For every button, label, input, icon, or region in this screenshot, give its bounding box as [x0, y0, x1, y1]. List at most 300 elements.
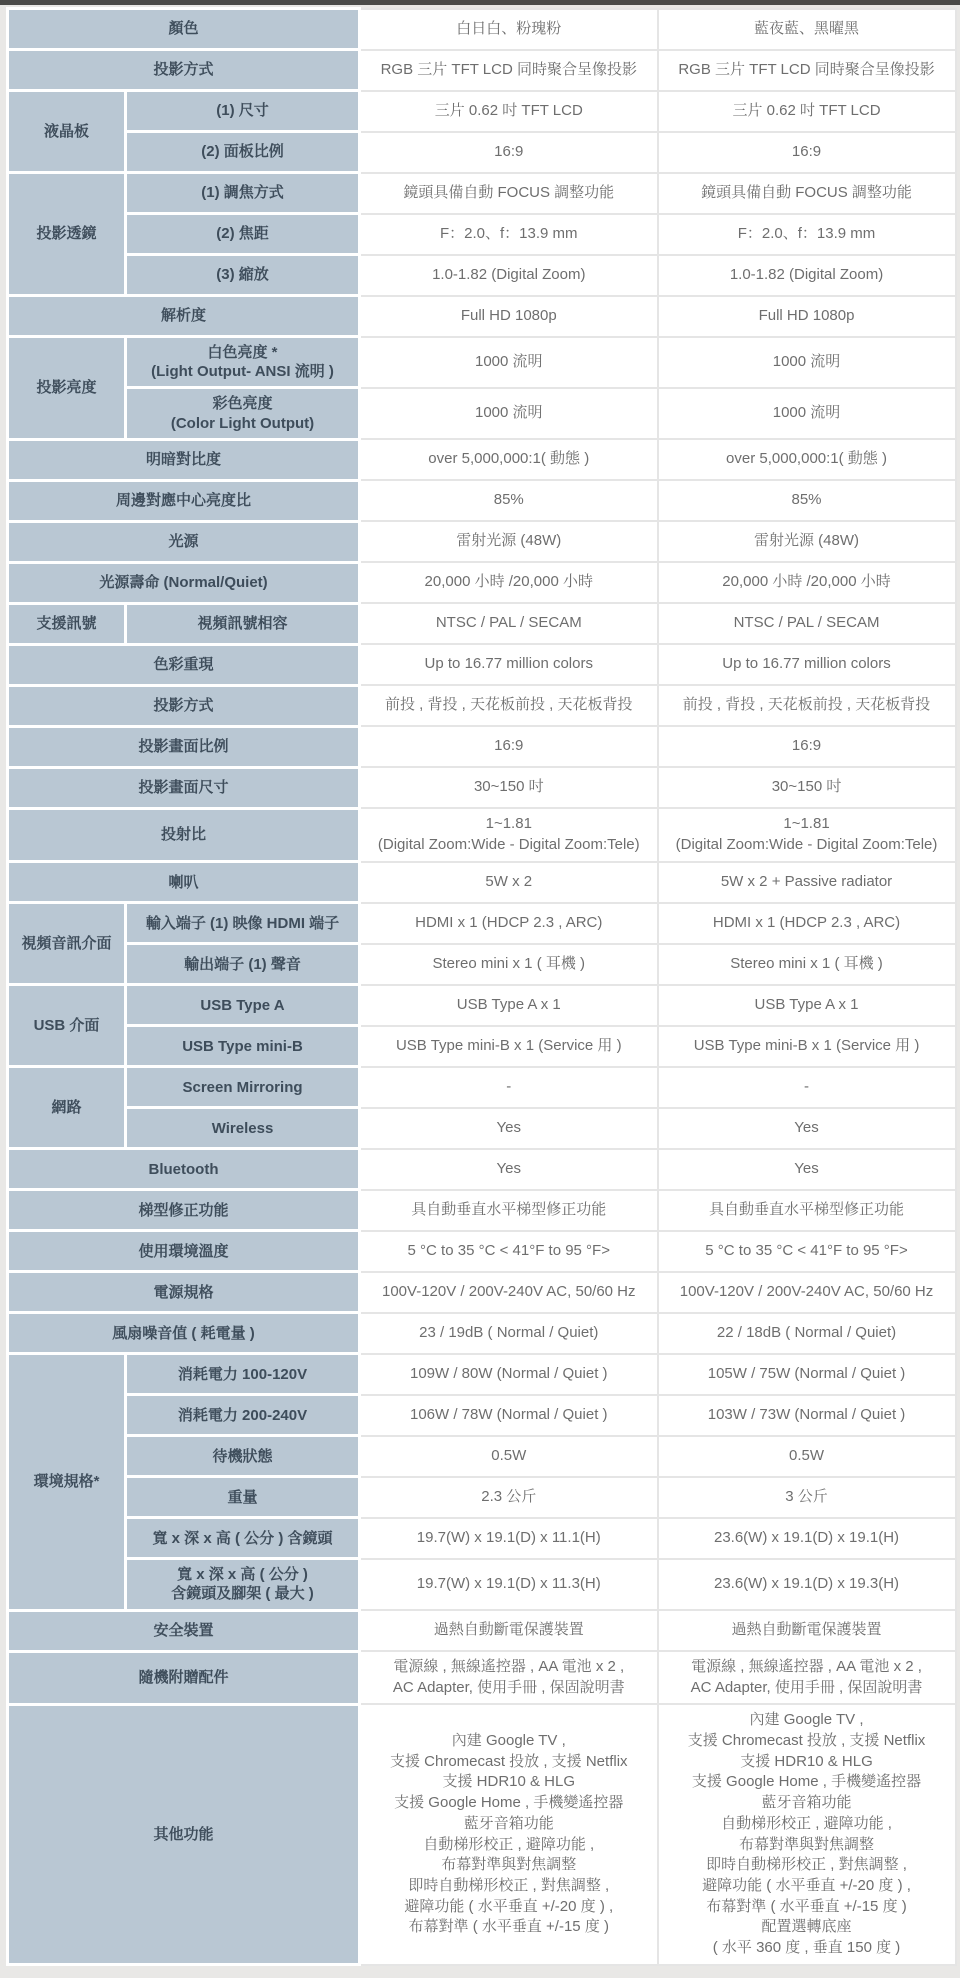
spec-value-col2 — [658, 767, 956, 808]
text-line: Yes — [794, 1159, 819, 1177]
spec-table-body — [8, 9, 956, 1965]
table-row — [8, 1354, 956, 1395]
text-line: NTSC / PAL / SECAM — [733, 614, 880, 632]
spec-value-col1 — [360, 1518, 658, 1559]
spec-value-col2 — [658, 1610, 956, 1651]
text-line: USB Type mini-B — [182, 1037, 303, 1055]
spec-value-col1 — [360, 480, 658, 521]
text-line: 20,000 小時 /20,000 小時 — [424, 573, 593, 591]
text-line: 視頻音訊介面 — [21, 935, 112, 953]
table-row — [8, 521, 956, 562]
row-label — [126, 1395, 360, 1436]
table-row — [8, 985, 956, 1026]
text-line: (2) 面板比例 — [201, 143, 284, 161]
text-line: 電源線 , 無線遙控器 , AA 電池 x 2 , — [393, 1658, 625, 1675]
text-line: 16:9 — [494, 142, 524, 160]
table-row — [8, 1108, 956, 1149]
text-line: 鏡頭具備自動 FOCUS 調整功能 — [701, 183, 912, 201]
row-label — [126, 1559, 360, 1610]
spec-value-col1 — [360, 1313, 658, 1354]
text-line: 布幕對準與對焦調整 — [441, 1856, 577, 1874]
text-line: 5 °C to 35 °C < 41°F to 95 °F> — [705, 1241, 908, 1259]
text-line: 三片 0.62 吋 TFT LCD — [732, 101, 881, 119]
text-line: RGB 三片 TFT LCD 同時聚合呈像投影 — [678, 60, 935, 78]
text-line: 避障功能 ( 水平垂直 +/-20 度 ) , — [404, 1897, 614, 1915]
spec-value-col1 — [360, 1231, 658, 1272]
text-line: 106W / 78W (Normal / Quiet ) — [409, 1405, 608, 1423]
spec-value-col1 — [360, 1395, 658, 1436]
spec-value-col2 — [658, 1190, 956, 1231]
row-label — [126, 985, 360, 1026]
table-row — [8, 1313, 956, 1354]
text-line: over 5,000,000:1( 動態 ) — [726, 450, 887, 468]
text-line: 顏色 — [168, 20, 199, 38]
row-label — [8, 1313, 360, 1354]
text-line: 105W / 75W (Normal / Quiet ) — [707, 1364, 906, 1382]
text-line: 雷射光源 (48W) — [754, 532, 860, 550]
text-line: 鏡頭具備自動 FOCUS 調整功能 — [403, 183, 615, 201]
row-label — [126, 173, 360, 214]
text-line: 5W x 2 + Passive radiator — [720, 872, 893, 890]
text-line: 配置選轉底座 — [761, 1918, 852, 1936]
spec-value-col2 — [658, 1395, 956, 1436]
spec-value-col1 — [360, 985, 658, 1026]
row-label — [126, 1477, 360, 1518]
spec-value-col2 — [658, 173, 956, 214]
text-line: 16:9 — [494, 737, 524, 755]
row-label — [8, 480, 360, 521]
row-group-label — [8, 985, 126, 1067]
text-line: (1) 尺寸 — [216, 102, 269, 120]
row-label — [8, 1149, 360, 1190]
spec-value-col1 — [360, 767, 658, 808]
text-line: 投影畫面比例 — [138, 738, 229, 756]
text-line: 1.0-1.82 (Digital Zoom) — [729, 265, 884, 283]
spec-value-col2 — [658, 1436, 956, 1477]
text-line: USB Type mini-B x 1 (Service 用 ) — [395, 1036, 622, 1054]
spec-value-col1 — [360, 1559, 658, 1610]
spec-value-col2 — [658, 1651, 956, 1704]
text-line: AC Adapter, 使用手冊 , 保固說明書 — [392, 1678, 625, 1696]
spec-value-col2 — [658, 644, 956, 685]
row-label — [8, 808, 360, 861]
text-line: 85% — [791, 491, 822, 509]
spec-value-col1 — [360, 50, 658, 91]
text-line: 內建 Google TV , — [451, 1732, 566, 1750]
text-line: 布幕對準與對焦調整 — [739, 1835, 875, 1853]
text-line: 明暗對比度 — [146, 451, 222, 469]
text-line: 避障功能 ( 水平垂直 +/-20 度 ) , — [702, 1876, 911, 1894]
text-line: Full HD 1080p — [460, 306, 557, 324]
text-line: - — [804, 1077, 810, 1095]
table-row — [8, 1190, 956, 1231]
text-line: 支援訊號 — [36, 615, 97, 633]
row-label — [8, 439, 360, 480]
text-line: 解析度 — [161, 307, 207, 325]
table-row — [8, 214, 956, 255]
row-group-label — [8, 903, 126, 985]
spec-value-col1 — [360, 255, 658, 296]
text-line: 雷射光源 (48W) — [456, 532, 562, 550]
row-label — [126, 132, 360, 173]
spec-value-col1 — [360, 521, 658, 562]
row-group-label — [8, 91, 126, 173]
spec-value-col2 — [658, 1477, 956, 1518]
table-row — [8, 862, 956, 903]
row-label — [8, 562, 360, 603]
table-row — [8, 1026, 956, 1067]
spec-value-col1 — [360, 862, 658, 903]
text-line: 16:9 — [791, 142, 822, 160]
text-line: 19.7(W) x 19.1(D) x 11.1(H) — [416, 1528, 601, 1546]
table-row — [8, 337, 956, 388]
text-line: 待機狀態 — [212, 1447, 273, 1465]
table-row — [8, 1704, 956, 1964]
table-row — [8, 767, 956, 808]
row-label — [8, 767, 360, 808]
table-row — [8, 388, 956, 439]
text-line: Wireless — [211, 1119, 274, 1137]
row-label — [8, 9, 360, 50]
spec-value-col2 — [658, 132, 956, 173]
table-row — [8, 296, 956, 337]
spec-value-col2 — [658, 1108, 956, 1149]
row-label — [8, 644, 360, 685]
text-line: 支援 HDR10 & HLG — [740, 1752, 873, 1770]
text-line: Stereo mini x 1 ( 耳機 ) — [730, 954, 883, 972]
text-line: 20,000 小時 /20,000 小時 — [722, 573, 891, 591]
text-line: Yes — [794, 1118, 819, 1136]
row-label — [126, 944, 360, 985]
table-row — [8, 603, 956, 644]
text-line: 三片 0.62 吋 TFT LCD — [434, 101, 583, 119]
spec-value-col1 — [360, 91, 658, 132]
row-label — [126, 1518, 360, 1559]
spec-value-col2 — [658, 1149, 956, 1190]
text-line: 30~150 吋 — [473, 778, 544, 796]
text-line: NTSC / PAL / SECAM — [435, 614, 582, 632]
spec-value-col2 — [658, 685, 956, 726]
text-line: 前投 , 背投 , 天花板前投 , 天花板背投 — [385, 696, 633, 714]
text-line: 支援 Chromecast 投放 , 支援 Netflix — [389, 1752, 628, 1770]
row-label — [126, 337, 360, 388]
spec-value-col1 — [360, 1067, 658, 1108]
spec-value-col2 — [658, 439, 956, 480]
spec-value-col1 — [360, 603, 658, 644]
row-label — [126, 91, 360, 132]
table-row — [8, 1610, 956, 1651]
spec-value-col2 — [658, 562, 956, 603]
row-label — [8, 862, 360, 903]
spec-value-col1 — [360, 685, 658, 726]
text-line: 梯型修正功能 — [138, 1201, 229, 1219]
spec-value-col1 — [360, 1436, 658, 1477]
text-line: 19.7(W) x 19.1(D) x 11.3(H) — [416, 1574, 601, 1592]
text-line: 投影方式 — [153, 61, 214, 79]
row-group-label — [8, 337, 126, 440]
row-label — [126, 1108, 360, 1149]
text-line: F：2.0、f：13.9 mm — [439, 224, 578, 242]
spec-value-col1 — [360, 296, 658, 337]
table-row — [8, 91, 956, 132]
text-line: 22 / 18dB ( Normal / Quiet) — [716, 1323, 897, 1341]
spec-value-col2 — [658, 1559, 956, 1610]
text-line: USB Type A x 1 — [754, 995, 859, 1013]
row-label — [126, 1026, 360, 1067]
text-line: 安全裝置 — [153, 1621, 214, 1639]
spec-value-col1 — [360, 644, 658, 685]
spec-value-col2 — [658, 388, 956, 439]
spec-value-col1 — [360, 1190, 658, 1231]
spec-value-col1 — [360, 388, 658, 439]
text-line: 寬 x 深 x 高 ( 公分 ) — [177, 1566, 308, 1584]
text-line: - — [506, 1077, 512, 1095]
text-line: 重量 — [227, 1488, 258, 1506]
text-line: 過熱自動斷電保護裝置 — [433, 1621, 584, 1639]
text-line: 自動梯形校正 , 避障功能 , — [721, 1814, 892, 1832]
row-group-label — [8, 173, 126, 296]
table-row — [8, 1651, 956, 1704]
text-line: 16:9 — [791, 737, 822, 755]
row-label — [8, 1272, 360, 1313]
text-line: 支援 HDR10 & HLG — [442, 1773, 576, 1791]
spec-sheet — [0, 5, 960, 1978]
spec-value-col2 — [658, 903, 956, 944]
row-label — [8, 296, 360, 337]
text-line: Screen Mirroring — [182, 1078, 303, 1096]
text-line: 前投 , 背投 , 天花板前投 , 天花板背投 — [682, 696, 931, 714]
text-line: 即時自動梯形校正 , 對焦調整 , — [706, 1856, 907, 1874]
text-line: Full HD 1080p — [758, 306, 855, 324]
text-line: (Digital Zoom:Wide - Digital Zoom:Tele) — [377, 835, 640, 853]
text-line: 23.6(W) x 19.1(D) x 19.3(H) — [713, 1574, 900, 1592]
table-row — [8, 173, 956, 214]
spec-value-col2 — [658, 296, 956, 337]
spec-value-col2 — [658, 1354, 956, 1395]
text-line: 1000 流明 — [772, 352, 841, 370]
text-line: 2.3 公斤 — [481, 1487, 537, 1505]
spec-value-col1 — [360, 439, 658, 480]
spec-table — [6, 7, 957, 1966]
text-line: (Color Light Output) — [170, 414, 315, 432]
text-line: 3 公斤 — [785, 1487, 828, 1505]
table-row — [8, 1231, 956, 1272]
text-line: 使用環境溫度 — [138, 1242, 229, 1260]
text-line: 103W / 73W (Normal / Quiet ) — [707, 1405, 906, 1423]
text-line: 支援 Chromecast 投放 , 支援 Netflix — [687, 1732, 926, 1750]
text-line: 5 °C to 35 °C < 41°F to 95 °F> — [407, 1241, 610, 1259]
spec-value-col1 — [360, 1026, 658, 1067]
text-line: 視頻訊號相容 — [197, 615, 288, 633]
spec-value-col2 — [658, 1067, 956, 1108]
spec-value-col1 — [360, 944, 658, 985]
text-line: 1000 流明 — [772, 404, 841, 422]
table-row — [8, 685, 956, 726]
spec-value-col1 — [360, 726, 658, 767]
spec-value-col2 — [658, 862, 956, 903]
text-line: 1.0-1.82 (Digital Zoom) — [432, 265, 586, 283]
text-line: 光源 — [168, 533, 199, 551]
text-line: 過熱自動斷電保護裝置 — [731, 1621, 882, 1639]
text-line: 含鏡頭及腳架 ( 最大 ) — [171, 1585, 314, 1603]
text-line: 具自動垂直水平梯型修正功能 — [411, 1200, 607, 1218]
text-line: USB Type A — [200, 996, 285, 1014]
row-label — [126, 388, 360, 439]
text-line: 彩色亮度 — [212, 395, 273, 413]
spec-value-col2 — [658, 50, 956, 91]
text-line: 白色亮度 * — [207, 344, 278, 361]
text-line: USB Type A x 1 — [456, 995, 561, 1013]
row-label — [126, 603, 360, 644]
text-line: 周邊對應中心亮度比 — [116, 492, 252, 510]
text-line: 投影亮度 — [36, 379, 97, 397]
spec-value-col2 — [658, 91, 956, 132]
spec-value-col1 — [360, 173, 658, 214]
spec-value-col2 — [658, 337, 956, 388]
spec-value-col2 — [658, 1518, 956, 1559]
text-line: 布幕對準 ( 水平垂直 +/-15 度 ) — [706, 1897, 907, 1915]
spec-value-col2 — [658, 1026, 956, 1067]
text-line: 藍夜藍、黑曜黑 — [754, 19, 860, 37]
text-line: 23.6(W) x 19.1(D) x 19.1(H) — [713, 1528, 900, 1546]
text-line: 其他功能 — [153, 1825, 214, 1843]
row-label — [126, 1354, 360, 1395]
table-row — [8, 439, 956, 480]
spec-value-col1 — [360, 1272, 658, 1313]
table-row — [8, 1395, 956, 1436]
text-line: 白日白、粉瑰粉 — [456, 19, 562, 37]
spec-value-col1 — [360, 1477, 658, 1518]
row-label — [8, 1190, 360, 1231]
text-line: 1~1.81 — [485, 815, 532, 833]
text-line: 投影透鏡 — [36, 225, 97, 243]
text-line: (1) 調焦方式 — [201, 184, 284, 202]
table-row — [8, 1436, 956, 1477]
text-line: Bluetooth — [148, 1160, 219, 1178]
row-group-label — [8, 1067, 126, 1149]
spec-value-col2 — [658, 1272, 956, 1313]
text-line: 液晶板 — [43, 122, 89, 140]
text-line: 支援 Google Home , 手機變遙控器 — [691, 1773, 922, 1791]
spec-value-col2 — [658, 1231, 956, 1272]
text-line: 內建 Google TV , — [749, 1711, 864, 1729]
text-line: Up to 16.77 million colors — [722, 655, 891, 673]
text-line: HDMI x 1 (HDCP 2.3 , ARC) — [415, 913, 603, 931]
text-line: 0.5W — [491, 1446, 527, 1464]
text-line: Yes — [496, 1118, 521, 1136]
text-line: AC Adapter, 使用手冊 , 保固說明書 — [690, 1678, 923, 1696]
spec-value-col2 — [658, 255, 956, 296]
spec-value-col1 — [360, 1610, 658, 1651]
table-row — [8, 50, 956, 91]
spec-value-col2 — [658, 214, 956, 255]
text-line: 環境規格* — [33, 1473, 100, 1491]
text-line: 光源壽命 (Normal/Quiet) — [99, 574, 268, 592]
table-row — [8, 903, 956, 944]
text-line: 輸入端子 (1) 映像 HDMI 端子 — [145, 914, 340, 932]
table-row — [8, 480, 956, 521]
text-line: 具自動垂直水平梯型修正功能 — [709, 1200, 905, 1218]
table-row — [8, 1559, 956, 1610]
row-group-label — [8, 1354, 126, 1610]
text-line: 藍牙音箱功能 — [463, 1814, 554, 1832]
text-line: 1000 流明 — [474, 352, 543, 370]
text-line: 投影方式 — [153, 697, 214, 715]
text-line: 100V-120V / 200V-240V AC, 50/60 Hz — [679, 1282, 934, 1300]
text-line: 輸出端子 (1) 聲音 — [184, 955, 301, 973]
spec-value-col2 — [658, 480, 956, 521]
text-line: over 5,000,000:1( 動態 ) — [428, 450, 590, 468]
spec-value-col1 — [360, 1704, 658, 1964]
spec-value-col1 — [360, 808, 658, 861]
text-line: (Digital Zoom:Wide - Digital Zoom:Tele) — [675, 835, 938, 853]
text-line: F：2.0、f：13.9 mm — [737, 224, 876, 242]
spec-value-col1 — [360, 903, 658, 944]
text-line: 5W x 2 — [485, 872, 533, 890]
row-label — [8, 1651, 360, 1704]
row-label — [8, 726, 360, 767]
spec-value-col2 — [658, 944, 956, 985]
text-line: HDMI x 1 (HDCP 2.3 , ARC) — [712, 913, 901, 931]
text-line: Stereo mini x 1 ( 耳機 ) — [432, 954, 586, 972]
spec-value-col1 — [360, 337, 658, 388]
text-line: 23 / 19dB ( Normal / Quiet) — [419, 1323, 599, 1341]
spec-value-col2 — [658, 1313, 956, 1354]
row-label — [8, 1704, 360, 1964]
text-line: 投射比 — [161, 826, 207, 844]
spec-value-col2 — [658, 9, 956, 50]
spec-value-col2 — [658, 603, 956, 644]
text-line: 網路 — [51, 1099, 82, 1117]
row-label — [8, 1231, 360, 1272]
text-line: 30~150 吋 — [771, 778, 842, 796]
spec-value-col2 — [658, 726, 956, 767]
table-row — [8, 255, 956, 296]
text-line: 投影畫面尺寸 — [138, 779, 229, 797]
table-row — [8, 1272, 956, 1313]
text-line: 支援 Google Home , 手機變遙控器 — [394, 1794, 624, 1812]
text-line: 消耗電力 200-240V — [177, 1406, 308, 1424]
text-line: ( 水平 360 度 , 垂直 150 度 ) — [712, 1938, 901, 1956]
spec-value-col1 — [360, 1651, 658, 1704]
spec-value-col2 — [658, 1704, 956, 1964]
table-row — [8, 132, 956, 173]
text-line: 藍牙音箱功能 — [761, 1794, 852, 1812]
text-line: 0.5W — [789, 1446, 825, 1464]
table-row — [8, 944, 956, 985]
text-line: (Light Output- ANSI 流明 ) — [151, 363, 334, 381]
table-row — [8, 1149, 956, 1190]
table-row — [8, 1518, 956, 1559]
text-line: 100V-120V / 200V-240V AC, 50/60 Hz — [382, 1282, 636, 1300]
spec-value-col2 — [658, 985, 956, 1026]
text-line: Yes — [496, 1159, 521, 1177]
row-label — [8, 521, 360, 562]
spec-value-col1 — [360, 214, 658, 255]
row-label — [8, 1610, 360, 1651]
spec-value-col1 — [360, 1354, 658, 1395]
text-line: 1000 流明 — [474, 404, 543, 422]
text-line: (3) 縮放 — [216, 266, 269, 284]
text-line: USB Type mini-B x 1 (Service 用 ) — [693, 1036, 920, 1054]
row-label — [8, 50, 360, 91]
table-row — [8, 726, 956, 767]
row-label — [126, 214, 360, 255]
table-row — [8, 808, 956, 861]
text-line: Up to 16.77 million colors — [424, 655, 593, 673]
text-line: 即時自動梯形校正 , 對焦調整 , — [408, 1876, 610, 1894]
table-row — [8, 1477, 956, 1518]
